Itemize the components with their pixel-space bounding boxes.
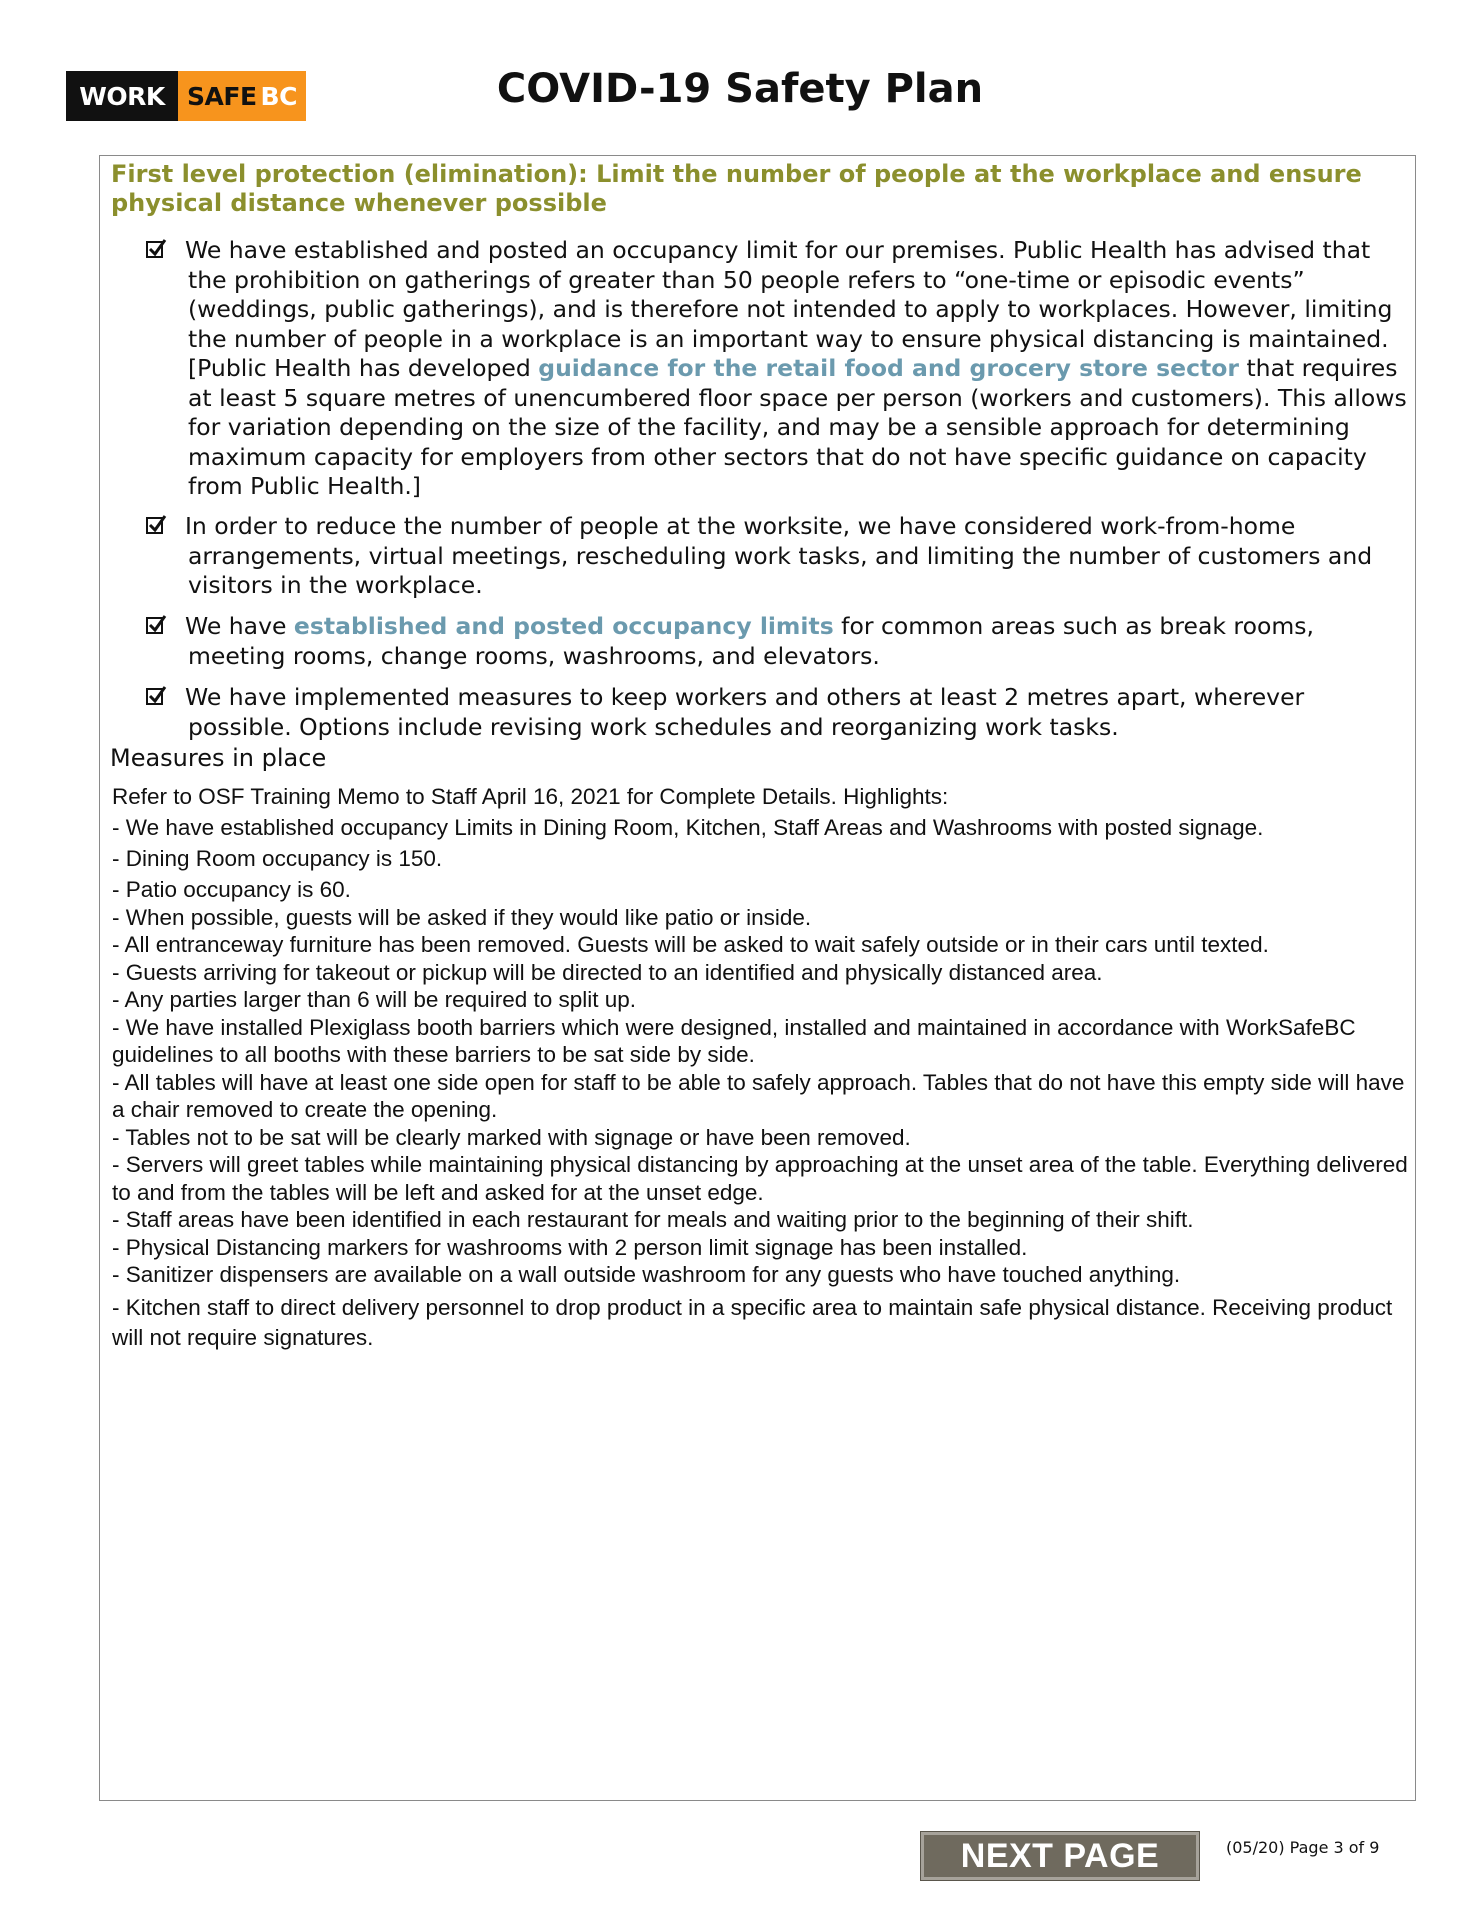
measure-line: - All tables will have at least one side open for staff to be able to safely approach. Tables that do not have this empty side will have a chair removed to create the opening. (112, 1069, 1405, 1122)
checklist-item-text (140, 236, 1410, 502)
item-text-before: We have established and posted an occupancy limit for our premises. Public Health has advised that the prohibition on gatherings of greater than 50 people refers to “one-time or episodic events” (weddings, public gatherings), and is therefore not intended to apply to workplaces. However, limiting the number of people in a workplace is an important way to ensure physical distancing is maintained. [Public Health has developed (185, 236, 1393, 382)
section-heading: First level protection (elimination): Limit the number of people at the workplace and ensure physical distance whenever possible (111, 160, 1362, 217)
checklist-item-text: In order to reduce the number of people at the worksite, we have considered work-from-home arrangements, virtual meetings, rescheduling work tasks, and limiting the number of customers and visitors in the workplace. (185, 512, 1373, 599)
measure-line: - Staff areas have been identified in each restaurant for meals and waiting prior to the beginning of their shift. (112, 1207, 1194, 1232)
measure-line: - We have installed Plexiglass booth barriers which were designed, installed and maintained in accordance with WorkSafeBC guidelines to all booths with these barriers to be sat side by side. (112, 1014, 1356, 1067)
measure-line: - Guests arriving for takeout or pickup will be directed to an identified and physically distanced area. (112, 959, 1103, 985)
measure-line: - All entranceway furniture has been removed. Guests will be asked to wait safely outside or in their cars until texted. (112, 932, 1269, 957)
item-text-after: for common areas such as break rooms, meeting rooms, change rooms, washrooms, and elevators. (188, 612, 1314, 670)
logo-work-text: WORK (79, 81, 165, 111)
measure-line: - Servers will greet tables while maintaining physical distancing by approaching at the unset area of the table. Everything delivered to and from the tables will be left and asked for at the unset edge. (112, 1152, 1408, 1205)
measure-line: Refer to OSF Training Memo to Staff April 16, 2021 for Complete Details. Highlights: (112, 784, 949, 809)
measure-line: - Physical Distancing markers for washrooms with 2 person limit signage has been installed. (112, 1234, 1028, 1260)
measure-line: - Sanitizer dispensers are available on a wall outside washroom for any guests who have touched anything. (112, 1262, 1181, 1287)
measure-line: - Kitchen staff to direct delivery personnel to drop product in a specific area to maintain safe physical distance. Receiving product will not require signatures. (112, 1294, 1393, 1350)
logo-safe-text: SAFE (187, 81, 257, 111)
measures-text-area[interactable] (112, 783, 1412, 1353)
measure-line: - Dining Room occupancy is 150. (112, 846, 443, 871)
checkmark-icon (146, 613, 168, 635)
checkbox[interactable] (146, 688, 163, 705)
checkmark-icon (146, 684, 168, 706)
checklist-item (140, 683, 1410, 742)
checklist-item-text (140, 612, 1410, 671)
measure-line: - Tables not to be sat will be clearly marked with signage or have been removed. (112, 1124, 911, 1150)
checklist-item (140, 512, 1410, 601)
page-title: COVID-19 Safety Plan (496, 66, 984, 112)
measures-in-place-label: Measures in place (110, 744, 327, 772)
measure-line: - When possible, guests will be asked if they would like patio or inside. (112, 904, 812, 930)
measure-line: - We have established occupancy Limits in Dining Room, Kitchen, Staff Areas and Washrooms with posted signage. (112, 815, 1264, 840)
logo-bc-text: BC (260, 81, 297, 111)
occupancy-limits-link[interactable]: established and posted occupancy limits (293, 612, 834, 640)
checklist-item (140, 612, 1410, 671)
checkmark-icon (146, 513, 168, 535)
checkbox[interactable] (146, 517, 163, 534)
next-page-button[interactable]: NEXT PAGE (921, 1832, 1199, 1880)
page-number: (05/20) Page 3 of 9 (1226, 1838, 1380, 1857)
item-text-after: that requires at least 5 square metres of unencumbered floor space per person (workers and customers). This allows for variation depending on the size of the facility, and may be a sensible approach for determining maximum capacity for employers from other sectors that do not have specific guidance on capacity from Public Health.] (188, 354, 1407, 500)
checkbox[interactable] (146, 241, 163, 258)
checkmark-icon (146, 237, 168, 259)
checkbox[interactable] (146, 617, 163, 634)
measure-line: - Any parties larger than 6 will be required to split up. (112, 987, 637, 1012)
checklist (0, 0, 1484, 760)
retail-food-guidance-link[interactable]: guidance for the retail food and grocery store sector (538, 354, 1239, 382)
item-text-before: We have (185, 612, 294, 640)
measure-line: - Patio occupancy is 60. (112, 877, 351, 902)
checklist-item (140, 236, 1410, 502)
checklist-item-text: We have implemented measures to keep workers and others at least 2 metres apart, wherever possible. Options include revising work schedules and reorganizing work tasks. (185, 683, 1305, 741)
